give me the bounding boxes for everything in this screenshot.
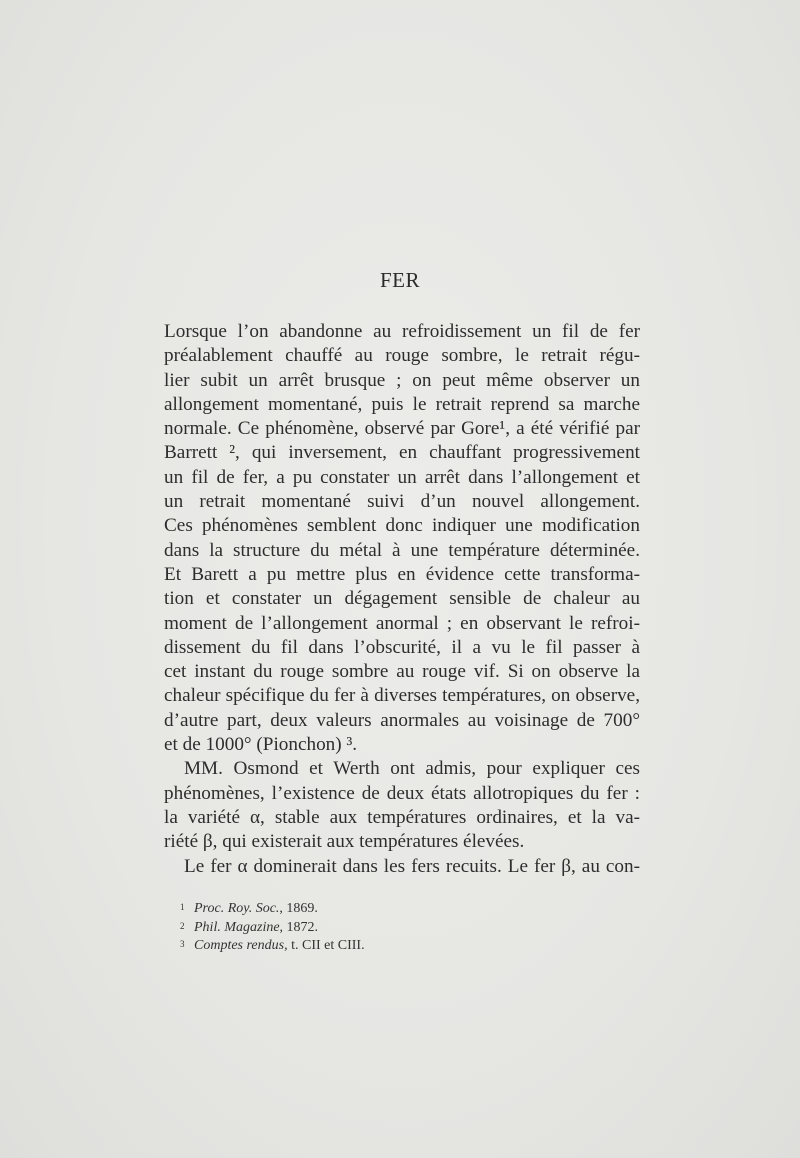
text-line: un fil de fer, a pu constater un arrêt dans l’allongement et — [164, 466, 640, 488]
footnote — [180, 899, 600, 918]
text-line: dans la structure du métal à une température déterminée. — [164, 539, 640, 561]
footnote-detail: , 1869. — [279, 901, 318, 916]
text-line: MM. Osmond et Werth ont admis, pour expliquer ces — [184, 758, 640, 780]
text-line: riété β, qui existerait aux températures élevées. — [164, 831, 525, 853]
text-line: la variété α, stable aux températures ordinaires, et la va- — [164, 806, 640, 828]
text-line: préalablement chauffé au rouge sombre, le retrait régu- — [164, 345, 640, 367]
text-line: Et Barett a pu mettre plus en évidence cette transforma- — [164, 563, 640, 585]
footnote — [180, 936, 600, 955]
text-line: un retrait momentané suivi d’un nouvel allongement. — [164, 491, 640, 513]
text-line: Lorsque l’on abandonne au refroidissement un fil de fer — [164, 321, 640, 342]
text-line: phénomènes, l’existence de deux états allotropiques du fer : — [164, 782, 640, 804]
footnotes — [180, 899, 600, 955]
footnote-detail: , 1872. — [279, 919, 319, 935]
text-line: et de 1000° (Pionchon) ³. — [164, 734, 358, 756]
footnote-detail: , t. CII et CIII. — [284, 938, 365, 953]
text-line: chaleur spécifique du fer à diverses températures, on observe, — [164, 685, 640, 707]
text-line: moment de l’allongement anormal ; en observant le refroi- — [164, 612, 640, 634]
text-line: dissement du fil dans l’obscurité, il a vu le fil passer à — [164, 636, 640, 658]
footnote-source: Proc. Roy. Soc. — [194, 901, 280, 916]
text-line: Barrett ², qui inversement, en chauffant progressivement — [164, 442, 640, 464]
body-text — [164, 320, 640, 879]
footnote-number: 2 — [180, 920, 185, 931]
text-line: tion et constater un dégagement sensible de chaleur au — [164, 588, 640, 610]
text-line: Le fer α dominerait dans les fers recuits. Le fer β, au con- — [184, 855, 640, 877]
footnote-source: Comptes rendus — [194, 938, 285, 953]
footnote — [180, 918, 600, 937]
footnote-source: Phil. Magazine — [194, 919, 280, 935]
text-line: cet instant du rouge sombre au rouge vif. Si on observe la — [164, 661, 640, 683]
text-line: Ces phénomènes semblent donc indiquer une modification — [164, 515, 640, 537]
text-line: allongement momentané, puis le retrait reprend sa marche — [164, 393, 640, 415]
text-line: lier subit un arrêt brusque ; on peut même observer un — [164, 369, 640, 391]
text-line: normale. Ce phénomène, observé par Gore¹, a été vérifié par — [164, 418, 640, 440]
text-line: d’autre part, deux valeurs anormales au voisinage de 700° — [164, 709, 640, 731]
footnote-number: 3 — [180, 939, 185, 949]
footnote-number: 1 — [180, 902, 185, 912]
page-title: FER — [379, 268, 420, 292]
